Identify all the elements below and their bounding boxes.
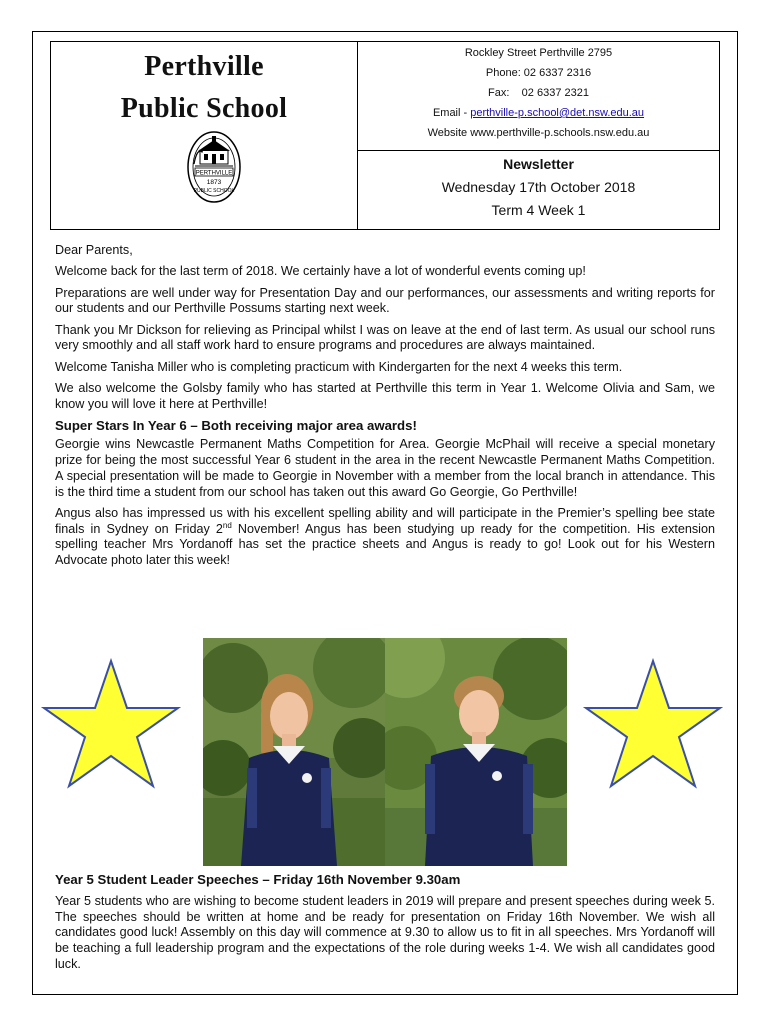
paragraph: Thank you Mr Dickson for relieving as Principal whilst I was on leave at the end of last term. As usual our school runs very smoothly and all staff work hard to ensure programs and procedures are always maintained. [55, 322, 715, 353]
fax [358, 83, 719, 103]
superscript: nd [222, 520, 232, 530]
fax-number: 02 6337 2321 [521, 87, 589, 99]
newsletter-title: Newsletter [503, 156, 574, 172]
crest-bottom-text: PUBLIC SCHOOL [193, 188, 235, 194]
paragraph-angus [55, 506, 715, 569]
leader-speeches-section [55, 872, 715, 973]
newsletter-body [55, 243, 715, 575]
school-name-line1: Perthville [144, 51, 264, 82]
newsletter-header [50, 41, 720, 230]
school-crest-logo [186, 130, 242, 204]
georgie-photo-image [203, 638, 385, 866]
contact-details [358, 42, 719, 151]
newsletter-term: Term 4 Week 1 [491, 202, 586, 218]
school-name-line2: Public School [120, 93, 288, 124]
student-photos [203, 638, 567, 866]
paragraph-angus-part2: November! Angus has been studying up ready for the competition. His extension spelling teacher Mrs Yordanoff has set the practice sheets and Angus is ready to go! Look out for his Western Advocate photo later this week! [55, 521, 715, 568]
newsletter-date: Wednesday 17th October 2018 [441, 179, 636, 195]
email-label: Email - [432, 107, 471, 119]
website: Website www.perthville-p.schools.nsw.edu.au [427, 127, 650, 139]
email [358, 103, 719, 123]
greeting: Dear Parents, [55, 243, 133, 257]
section-heading-super-stars: Super Stars In Year 6 – Both receiving major area awards! [55, 418, 417, 434]
star-right-icon [582, 657, 724, 791]
angus-photo-image [385, 638, 567, 866]
school-name [51, 46, 357, 130]
newsletter-info [358, 151, 719, 229]
paragraph: Georgie wins Newcastle Permanent Maths Competition for Area. Georgie McPhail will receive a special monetary prize for being the most successful Year 6 student in the area in the recent Newcastle Permanent Maths Competition. A special presentation will be made to Georgie in November with a member from the local branch in attendance. This is the third time a student from our school has taken out this award Go Georgie, Go Perthville! [55, 437, 715, 499]
photo-angus [385, 638, 567, 866]
photo-georgie [203, 638, 385, 866]
paragraph: Welcome back for the last term of 2018. We certainly have a lot of wonderful events coming up! [55, 264, 586, 279]
crest-name-text: PERTHVILLE [195, 170, 233, 177]
section-heading-leader-speeches: Year 5 Student Leader Speeches – Friday 16th November 9.30am [55, 872, 461, 887]
paragraph: We also welcome the Golsby family who has started at Perthville this term in Year 1. Welcome Olivia and Sam, we know you will love it here at Perthville! [55, 381, 715, 411]
paragraph-angus-part1: Angus also has impressed us with his excellent spelling ability and will participate in the Premier’s spelling bee state finals in Sydney on Friday 2 [55, 505, 715, 536]
phone: Phone: 02 6337 2316 [485, 67, 592, 79]
star-left-icon [40, 657, 182, 791]
email-link[interactable]: perthville-p.school@det.nsw.edu.au [470, 107, 645, 119]
fax-label: Fax: [488, 87, 510, 99]
crest-year-text: 1873 [206, 179, 222, 186]
paragraph: Preparations are well under way for Presentation Day and our performances, our assessments and writing reports for our students and our Perthville Possums starting next week. [55, 285, 715, 316]
address: Rockley Street Perthville 2795 [464, 47, 613, 59]
paragraph: Welcome Tanisha Miller who is completing practicum with Kindergarten for the next 4 weeks this term. [55, 359, 623, 374]
school-identity [51, 42, 358, 229]
paragraph: Year 5 students who are wishing to become student leaders in 2019 will prepare and present speeches during week 5. The speeches should be written at home and be ready for presentation on Friday 16th November. We wish all candidates good luck! Assembly on this day will commence at 9.30 to allow us to fit in all speeches. Mrs Yordanoff will be teaching a full leadership program and the expectations of the role during weeks 1-4. We wish all candidates good luck. [55, 893, 715, 971]
